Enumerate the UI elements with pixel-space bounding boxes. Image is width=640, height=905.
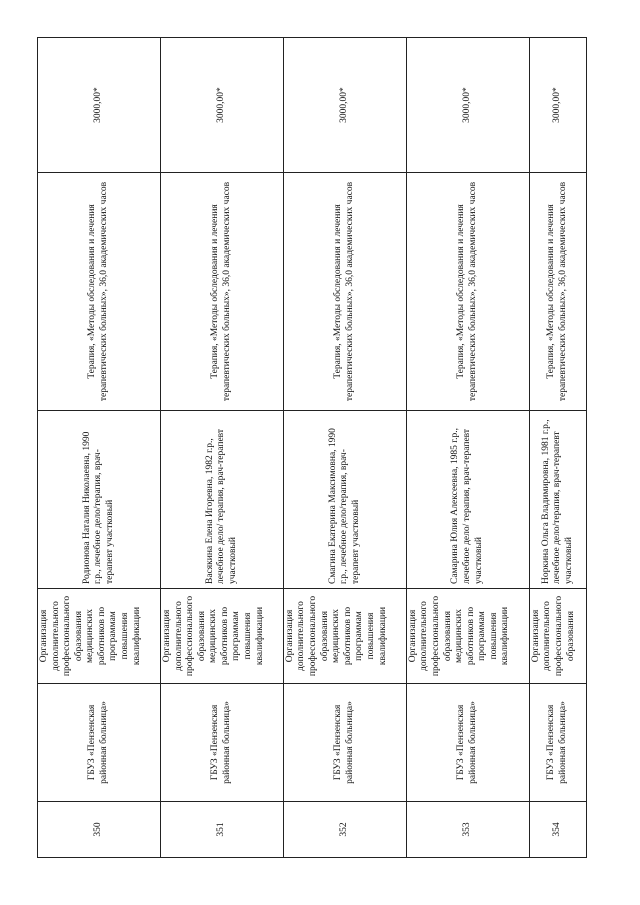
program-description: Организация дополнительного профессионального образования медицинских работников по программам повышения квалификации bbox=[38, 589, 161, 684]
program-description: Организация дополнительного профессионального образования медицинских работников по программам повышения квалификации bbox=[406, 589, 529, 684]
person-details: Васякина Елена Игоревна, 1982 г.р., лечебное дело/ терапия, врач-терапевт участковый bbox=[160, 411, 283, 589]
row-number: 350 bbox=[38, 802, 161, 858]
program-description: Организация дополнительного профессионального образования bbox=[529, 589, 586, 684]
course-price: 3000,00* bbox=[406, 38, 529, 173]
organization-name: ГБУЗ «Пензенская районная больница» bbox=[529, 684, 586, 802]
row-number: 353 bbox=[406, 802, 529, 858]
program-description: Организация дополнительного профессионального образования медицинских работников по программам повышения квалификации bbox=[283, 589, 406, 684]
organization-name: ГБУЗ «Пензенская районная больница» bbox=[406, 684, 529, 802]
course-specialty: Терапия, «Методы обследования и лечения терапевтических больных», 36,0 академических часов bbox=[160, 173, 283, 411]
table-row bbox=[283, 38, 406, 858]
course-specialty: Терапия, «Методы обследования и лечения терапевтических больных», 36,0 академических часов bbox=[38, 173, 161, 411]
course-specialty: Терапия, «Методы обследования и лечения терапевтических больных», 36,0 академических часов bbox=[283, 173, 406, 411]
training-table bbox=[37, 37, 587, 858]
person-details: Норкина Ольга Владимировна, 1981 г.р., лечебное дело/терапия, врач-терапевт участковый bbox=[529, 411, 586, 589]
row-number: 354 bbox=[529, 802, 586, 858]
person-details: Самарина Юлия Алексеевна, 1985 г.р., лечебное дело/ терапия, врач-терапевт участковый bbox=[406, 411, 529, 589]
row-number: 351 bbox=[160, 802, 283, 858]
table-row bbox=[529, 38, 586, 858]
course-price: 3000,00* bbox=[529, 38, 586, 173]
table-row bbox=[160, 38, 283, 858]
organization-name: ГБУЗ «Пензенская районная больница» bbox=[283, 684, 406, 802]
row-number: 352 bbox=[283, 802, 406, 858]
course-price: 3000,00* bbox=[283, 38, 406, 173]
course-price: 3000,00* bbox=[38, 38, 161, 173]
table-row bbox=[38, 38, 161, 858]
course-specialty: Терапия, «Методы обследования и лечения терапевтических больных», 36,0 академических часов bbox=[406, 173, 529, 411]
organization-name: ГБУЗ «Пензенская районная больница» bbox=[160, 684, 283, 802]
person-details: Родионова Наталия Николаевна, 1990 г.р., лечебное дело/терапия, врач-терапевт участковый bbox=[38, 411, 161, 589]
rotated-page-content bbox=[37, 38, 587, 858]
course-specialty: Терапия, «Методы обследования и лечения терапевтических больных», 36,0 академических часов bbox=[529, 173, 586, 411]
table-row bbox=[406, 38, 529, 858]
course-price: 3000,00* bbox=[160, 38, 283, 173]
organization-name: ГБУЗ «Пензенская районная больница» bbox=[38, 684, 161, 802]
person-details: Смагина Екатерина Максимовна, 1990 г.р., лечебное дело/терапия, врач-терапевт участковый bbox=[283, 411, 406, 589]
program-description: Организация дополнительного профессионального образования медицинских работников по программам повышения квалификации bbox=[160, 589, 283, 684]
